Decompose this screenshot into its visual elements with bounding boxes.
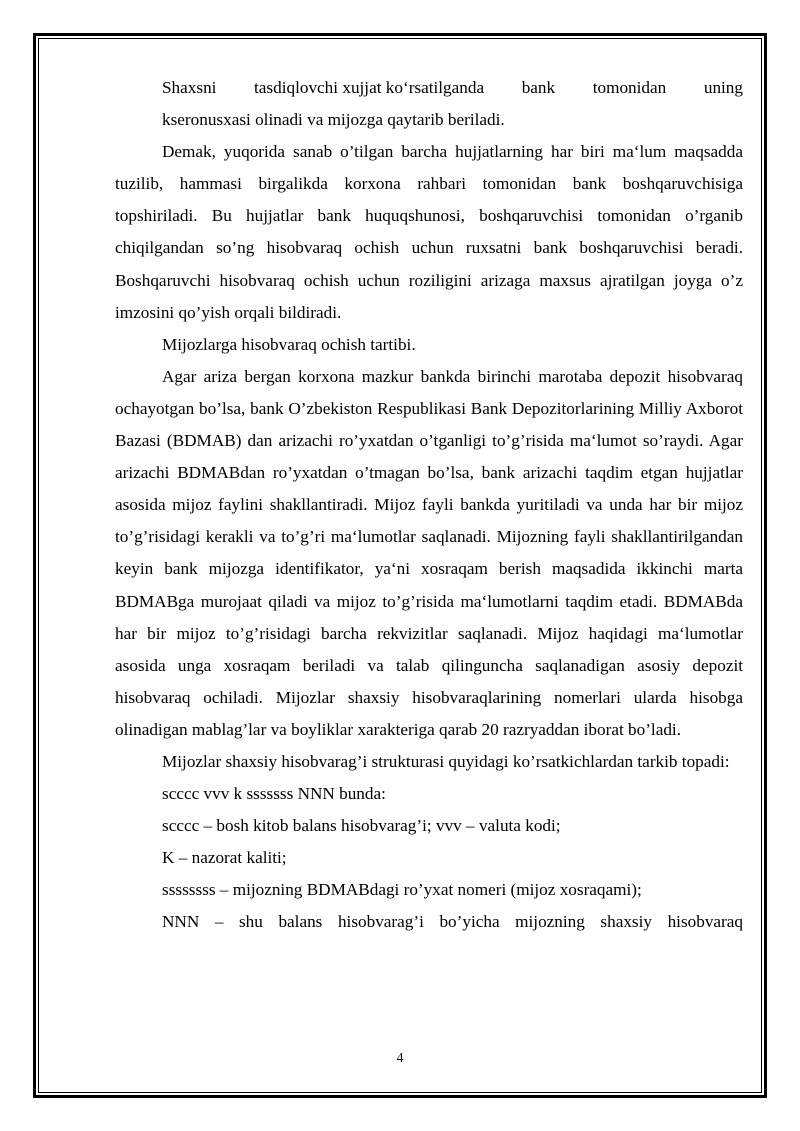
word: tomonidan	[592, 78, 667, 97]
structure-item-k: K – nazorat kaliti;	[162, 848, 287, 868]
paragraph-account-opening: Agar ariza bergan korxona mazkur bankda birinchi marotaba depozit hisobvaraq ochayotgan bo’lsa, bank O’zbekiston Respublikasi Bank Depozitorlarining Milliy Axborot Bazasi (BDMAB) dan arizachi ro’yxatdan o’tganligi to’g’risida ma‘lumot so’raydi. Agar arizachi BDMABdan ro’yxatdan o’tmagan bo’lsa, bank arizachi taqdim etgan hujjatlar asosida mijoz faylini shakllantiradi. Mijoz fayli bankda yuritiladi va unda har bir mijoz to’g’risidagi kerakli va to’g’ri ma‘lumotlar saqlanadi. Mijozning fayli shakllantirilgandan keyin bank mijozga identifikator, ya‘ni xosraqam berish maqsadida ikkinchi marta BDMABga murojaat qiladi va mijoz to’g’risida ma‘lumotlarni taqdim etadi. BDMABda har bir mijoz to’g’risidagi barcha rekvizitlar saqlanadi. Mijoz haqidagi ma‘lumotlar asosida unga xosraqam beriladi va talab qilinguncha saqlanadigan asosiy depozit hisobvaraq ochiladi. Mijozlar shaxsiy hisobvaraqlarining nomerlari ularda hisobga olinadigan mablag’lar va boyliklar xarakteriga qarab 20 razryaddan iborat bo’ladi.	[115, 366, 743, 739]
word: Shaxsni	[162, 78, 217, 97]
word: uning	[703, 78, 743, 97]
structure-item-scccc: scccc – bosh kitob balans hisobvarag’i; vvv – valuta kodi;	[162, 816, 561, 836]
paragraph-continuation: kseronusxasi olinadi va mijozga qaytarib beriladi.	[162, 110, 505, 130]
paragraph-account-structure: Mijozlar shaxsiy hisobvarag’i strukturasi quyidagi ko’rsatkichlardan tarkib topadi:	[162, 751, 730, 771]
document-body	[115, 72, 743, 939]
structure-item-nnn: NNN – shu balans hisobvarag’i bo’yicha mijozning shaxsiy hisobvaraq	[162, 912, 743, 932]
word: tasdiqlovchi xujjat ko‘rsatilganda	[254, 78, 485, 97]
page-number: 4	[396, 1051, 404, 1066]
structure-item-ssssssss: ssssssss – mijozning BDMABdagi ro’yxat nomeri (mijoz xosraqami);	[162, 880, 642, 900]
structure-formula: scccc vvv k sssssss NNN bunda:	[162, 784, 386, 804]
word: bank	[521, 78, 556, 97]
section-heading: Mijozlarga hisobvaraq ochish tartibi.	[162, 334, 416, 354]
paragraph-first-line	[115, 72, 743, 104]
paragraph-documents-submission: Demak, yuqorida sanab o’tilgan barcha hujjatlarning har biri ma‘lum maqsadda tuzilib, hammasi birgalikda korxona rahbari tomonidan bank boshqaruvchisiga topshiriladi. Bu hujjatlar bank huquqshunosi, boshqaruvchisi tomonidan o’rganib chiqilgandan so’ng hisobvaraq ochish uchun ruxsatni bank boshqaruvchisi beradi. Boshqaruvchi hisobvaraq ochish uchun roziligini arizaga maxsus ajratilgan joyga o’z imzosini qo’yish orqali bildiradi.	[115, 142, 743, 322]
